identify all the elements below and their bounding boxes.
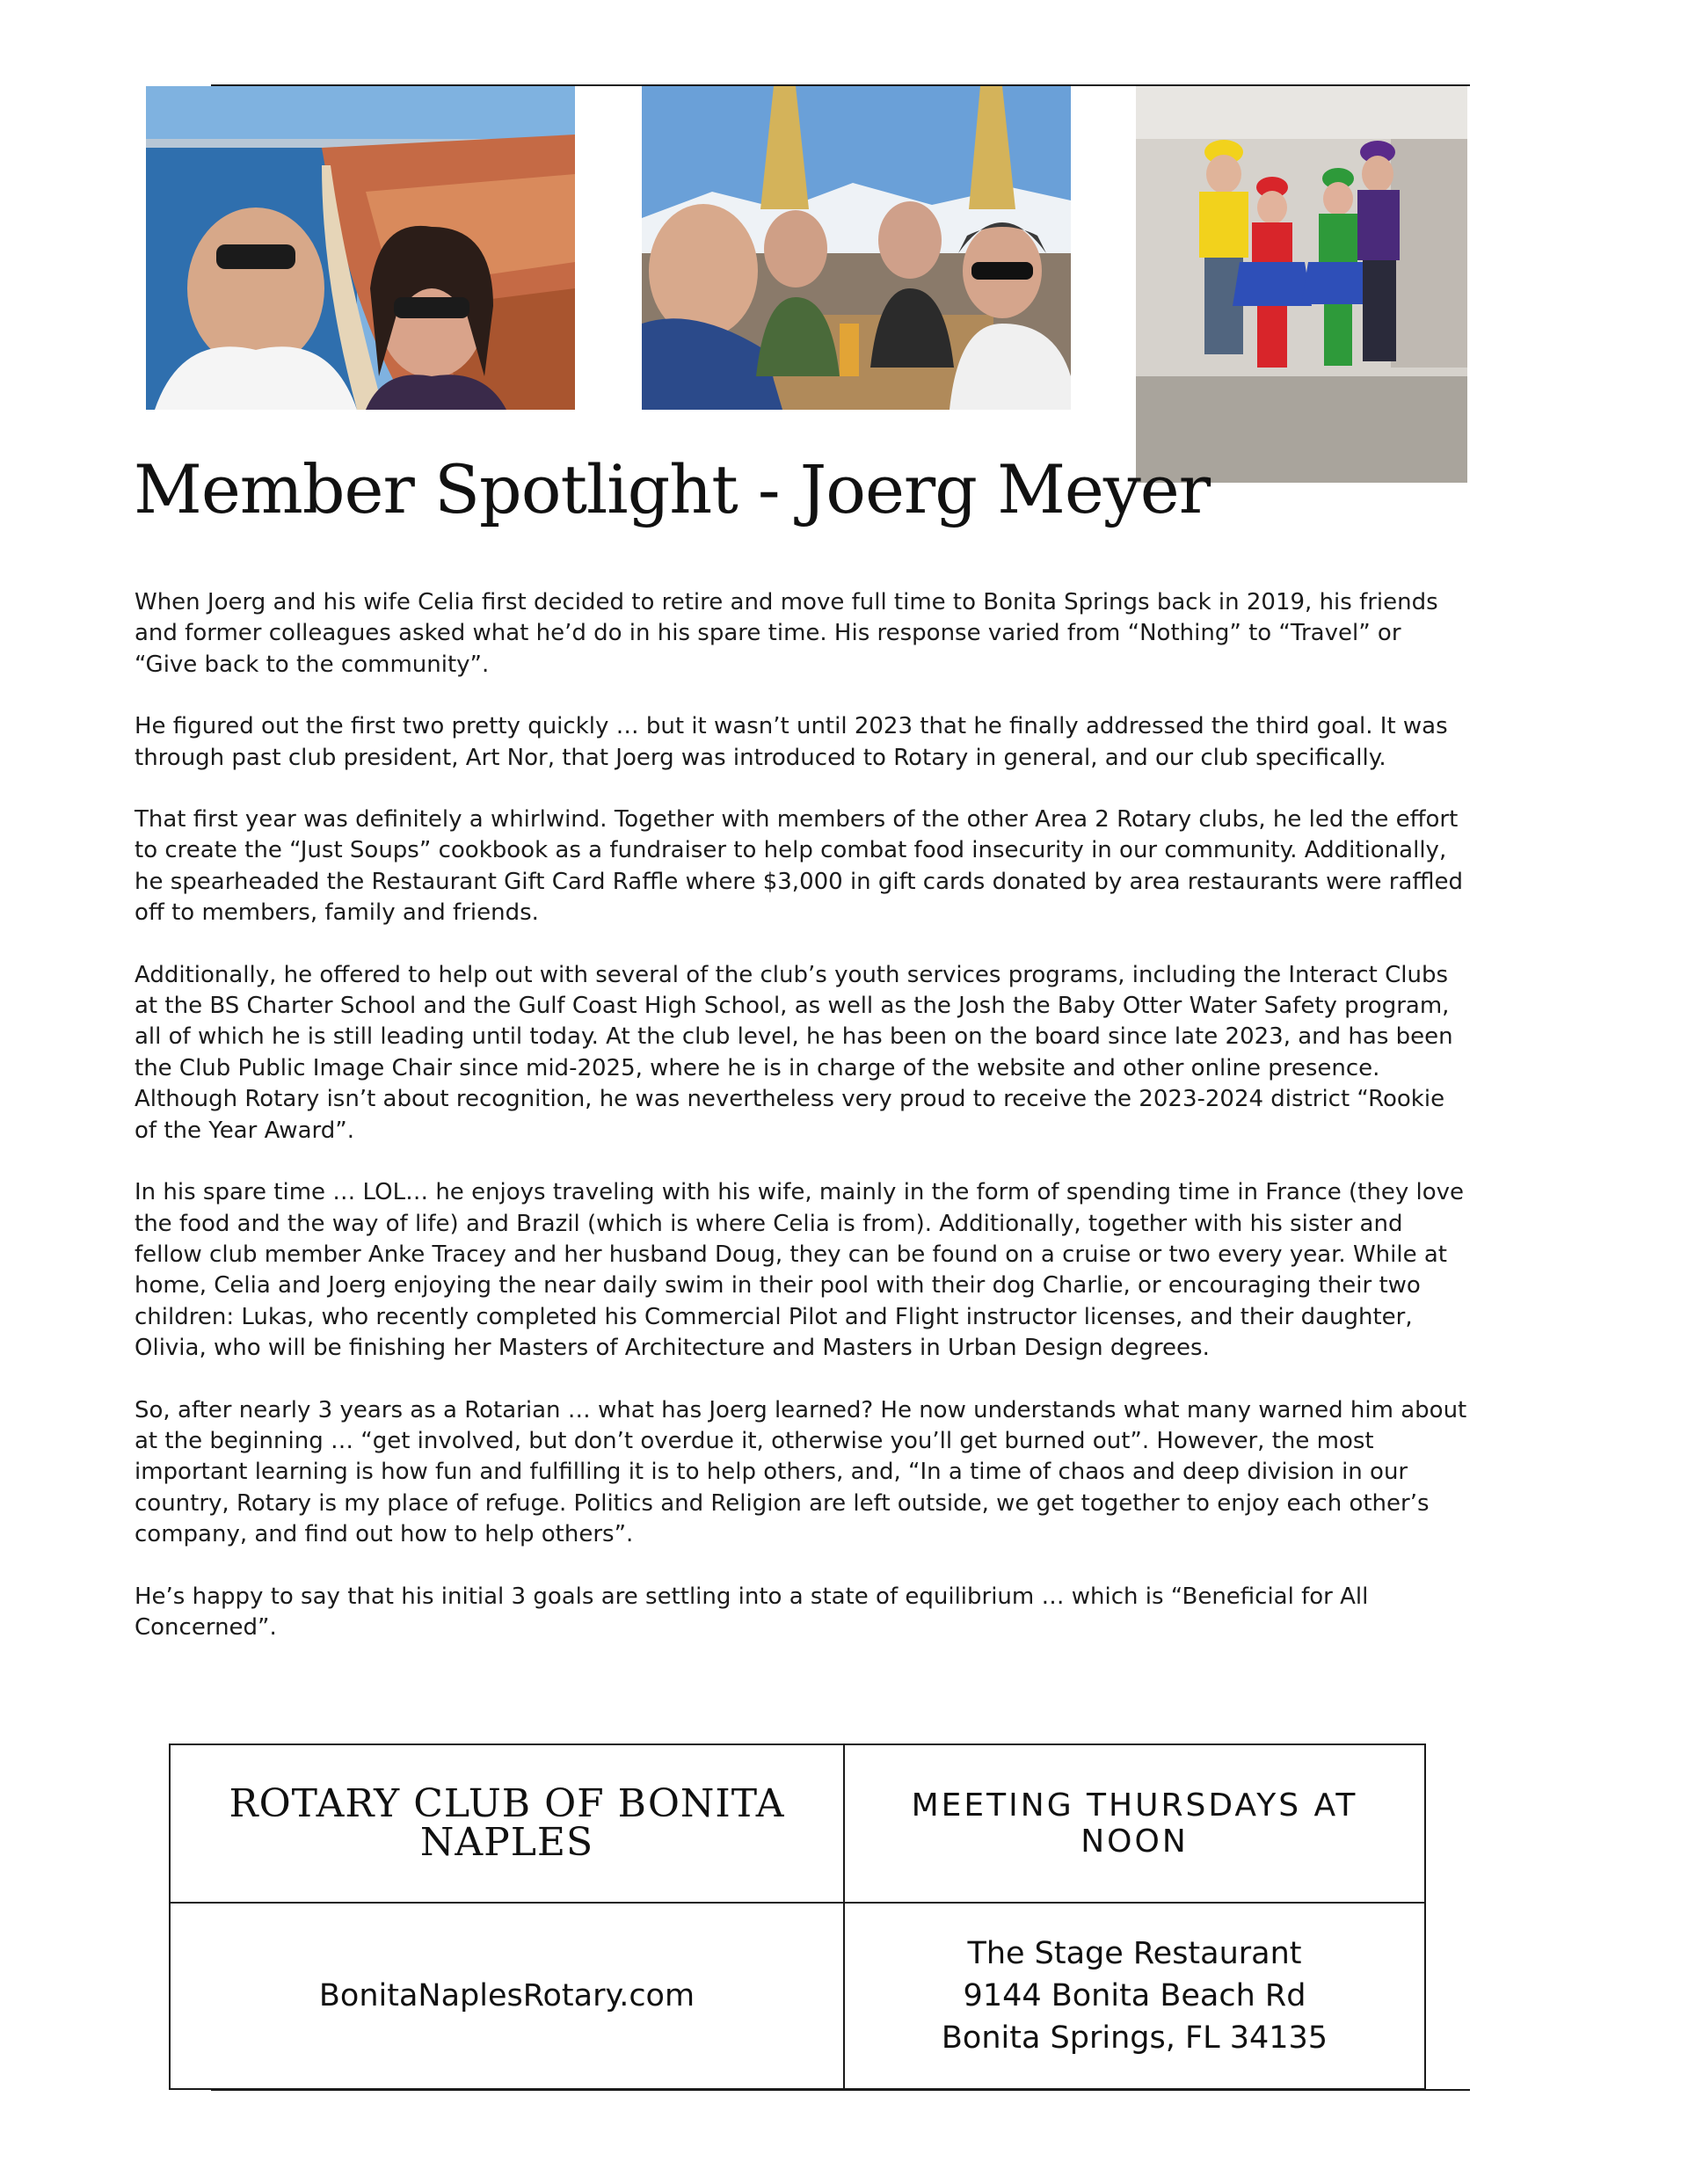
page-title: Member Spotlight - Joerg Meyer xyxy=(134,450,1211,528)
photo-mountain-restaurant-group xyxy=(642,86,1071,410)
article-paragraph: That first year was definitely a whirlwind. Together with members of the other Area 2 Rotary clubs, he led the effort to create the “Just Soups” cookbook as a fundraiser to help combat food insecurity in our community. Additionally, he spearheaded the Restaurant Gift Card Raffle where $3,000 in gift cards donated by area restaurants were raffled off to members, family and friends. xyxy=(135,806,1464,927)
meeting-schedule: MEETING THURSDAYS AT NOON xyxy=(911,1787,1358,1860)
address-cell xyxy=(844,1903,1425,2089)
photo-costume-group xyxy=(1136,86,1467,483)
article-paragraph: When Joerg and his wife Celia first decided to retire and move full time to Bonita Springs back in 2019, his friends and former colleagues asked what he’d do in his spare time. His response varied from “Nothing” to “Travel” or “Give back to the community”. xyxy=(135,589,1438,678)
club-info-table xyxy=(169,1744,1426,2090)
website-cell xyxy=(170,1903,844,2089)
address-line: 9144 Bonita Beach Rd xyxy=(963,1978,1306,2013)
website-link[interactable]: BonitaNaplesRotary.com xyxy=(318,1978,695,2013)
article-paragraph: Additionally, he offered to help out with several of the club’s youth services programs, including the Interact Clubs at the BS Charter School and the Gulf Coast High School, as well as the Josh the Baby Otter Water Safety program, all of which he is still leading until today. At the club level, he has been on the board since late 2023, and has been the Club Public Image Chair since mid-2025, where he is in charge of the website and other online presence. Although Rotary isn’t about recognition, he was nevertheless very proud to receive the 2023-2024 district “Rookie of the Year Award”. xyxy=(135,961,1453,1144)
club-name-cell xyxy=(170,1744,844,1903)
article-body xyxy=(135,587,1471,1674)
address-line: The Stage Restaurant xyxy=(967,1936,1302,1971)
article-paragraph: He figured out the first two pretty quickly … but it wasn’t until 2023 that he finally addressed the third goal. It was through past club president, Art Nor, that Joerg was introduced to Rotary in general, and our club specifically. xyxy=(135,713,1448,771)
article-paragraph: In his spare time … LOL… he enjoys traveling with his wife, mainly in the form of spending time in France (they love the food and the way of life) and Brazil (which is where Celia is from). Additionally, together with his sister and fellow club member Anke Tracey and her husband Doug, they can be found on a cruise or two every year. While at home, Celia and Joerg enjoying the near daily swim in their pool with their dog Charlie, or encouraging their two children: Lukas, who recently completed his Commercial Pilot and Flight instructor licenses, and their daughter, Olivia, who will be finishing her Masters of Architecture and Masters in Urban Design degrees. xyxy=(135,1179,1464,1362)
club-name: ROTARY CLUB OF BONITA NAPLES xyxy=(229,1781,785,1865)
photo-coastal-city-selfie xyxy=(146,86,575,410)
meeting-cell xyxy=(844,1744,1425,1903)
address-line: Bonita Springs, FL 34135 xyxy=(941,2020,1328,2056)
article-paragraph: So, after nearly 3 years as a Rotarian … what has Joerg learned? He now understands what many warned him about at the beginning … “get involved, but don’t overdue it, otherwise you’ll get burned out”. However, the most important learning is how fun and fulfilling it is to help others, and, “In a time of chaos and deep division in our country, Rotary is my place of refuge. Politics and Religion are left outside, we get together to enjoy each other’s company, and find out how to help others”. xyxy=(135,1396,1467,1548)
article-paragraph: He’s happy to say that his initial 3 goals are settling into a state of equilibrium … which is “Beneficial for All Concerned”. xyxy=(135,1583,1369,1641)
